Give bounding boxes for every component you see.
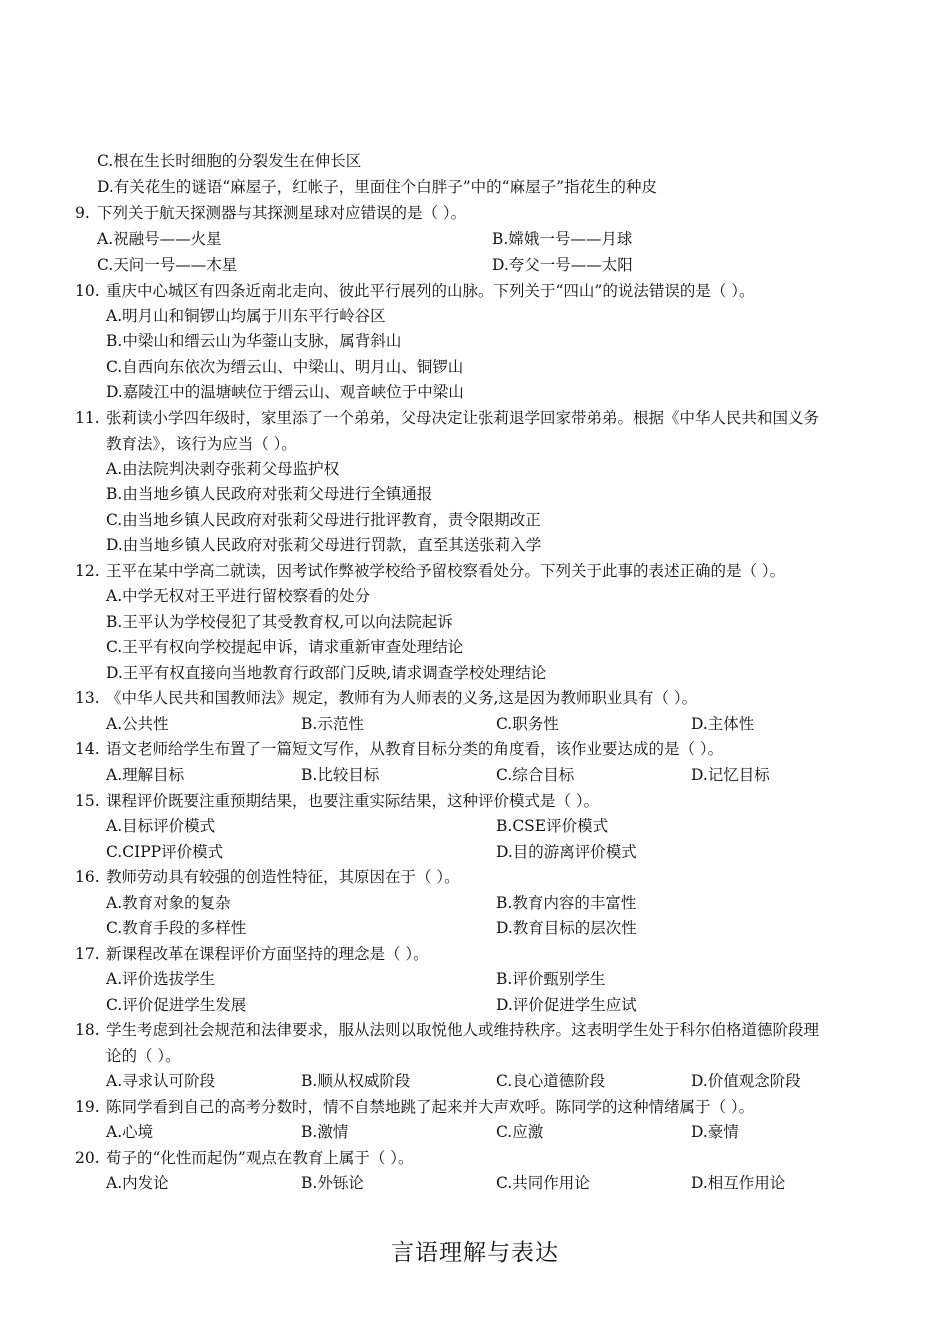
question-number: 12. xyxy=(75,562,100,580)
option-b: B.CSE评价模式 xyxy=(496,817,609,835)
question-stem: 新课程改革在课程评价方面坚持的理念是（ ）。 xyxy=(106,945,429,963)
option-c: C.天问一号——木星 xyxy=(97,256,238,274)
option-d: D.教育目标的层次性 xyxy=(496,919,637,937)
option-c: C.教育手段的多样性 xyxy=(106,919,247,937)
question-number: 15. xyxy=(75,792,100,810)
option-d: D.由当地乡镇人民政府对张莉父母进行罚款，直至其送张莉入学 xyxy=(106,536,542,554)
option-d: D.王平有权直接向当地教育行政部门反映,请求调查学校处理结论 xyxy=(106,664,547,682)
option-c: C.应激 xyxy=(496,1123,544,1141)
option-d: D.主体性 xyxy=(691,715,755,733)
option-d: D.相互作用论 xyxy=(691,1174,786,1192)
option-c: C.职务性 xyxy=(496,715,559,733)
option-c: C.CIPP评价模式 xyxy=(106,843,224,861)
option-a: A.明月山和铜锣山均属于川东平行岭谷区 xyxy=(106,307,386,325)
section-title: 言语理解与表达 xyxy=(391,1240,559,1266)
option-a: A.目标评价模式 xyxy=(106,817,216,835)
option-d: D.目的游离评价模式 xyxy=(496,843,637,861)
option-b: B.由当地乡镇人民政府对张莉父母进行全镇通报 xyxy=(106,485,433,503)
option-b: B.示范性 xyxy=(301,715,364,733)
question-stem: 张莉读小学四年级时，家里添了一个弟弟，父母决定让张莉退学回家带弟弟。根据《中华人民共和国义务 xyxy=(106,409,820,427)
question-stem: 课程评价既要注重预期结果，也要注重实际结果，这种评价模式是（ ）。 xyxy=(106,792,600,810)
option-a: A.评价选拔学生 xyxy=(106,970,216,988)
question-number: 19. xyxy=(75,1098,100,1116)
question-number: 16. xyxy=(75,868,100,886)
question-number: 11. xyxy=(75,409,100,427)
question-stem: 学生考虑到社会规范和法律要求，服从法则以取悦他人或维持秩序。这表明学生处于科尔伯格道德阶段理 xyxy=(106,1021,820,1039)
question-stem-continued: 论的（ ）。 xyxy=(106,1047,181,1065)
option-a: A.中学无权对王平进行留校察看的处分 xyxy=(106,587,371,605)
option-b: B.评价甄别学生 xyxy=(496,970,606,988)
option-b: B.外铄论 xyxy=(301,1174,364,1192)
option-c: C.综合目标 xyxy=(496,766,575,784)
option-c: C.共同作用论 xyxy=(496,1174,590,1192)
question-stem: 重庆中心城区有四条近南北走向、彼此平行展列的山脉。下列关于“四山”的说法错误的是（ ）。 xyxy=(106,282,755,300)
option-d: D.嘉陵江中的温塘峡位于缙云山、观音峡位于中梁山 xyxy=(106,383,464,401)
option-a: A.内发论 xyxy=(106,1174,169,1192)
question-number: 14. xyxy=(75,740,100,758)
option-c: C.由当地乡镇人民政府对张莉父母进行批评教育，责令限期改正 xyxy=(106,511,541,529)
option-a: A.公共性 xyxy=(106,715,169,733)
option-d: D.夸父一号——太阳 xyxy=(492,256,633,274)
question-stem: 荀子的“化性而起伪”观点在教育上属于（ ）。 xyxy=(106,1149,414,1167)
option-b: B.中梁山和缙云山为华蓥山支脉，属背斜山 xyxy=(106,332,402,350)
option-c: C.评价促进学生发展 xyxy=(106,996,247,1014)
option-b: B.嫦娥一号——月球 xyxy=(492,230,633,248)
option-d: D.豪情 xyxy=(691,1123,739,1141)
option-d: D.记忆目标 xyxy=(691,766,770,784)
option-d: D.价值观念阶段 xyxy=(691,1072,801,1090)
option-b: B.比较目标 xyxy=(301,766,380,784)
question-number: 10. xyxy=(75,282,100,300)
question-number: 17. xyxy=(75,945,100,963)
option-a: A.教育对象的复杂 xyxy=(106,894,231,912)
question-number: 13. xyxy=(75,689,100,707)
option-b: B.顺从权威阶段 xyxy=(301,1072,411,1090)
option-b: B.激情 xyxy=(301,1123,349,1141)
option-a: A.心境 xyxy=(106,1123,154,1141)
question-stem: 《中华人民共和国教师法》规定，教师有为人师表的义务,这是因为教师职业具有（ ）。 xyxy=(106,689,698,707)
question-stem: 下列关于航天探测器与其探测星球对应错误的是（ ）。 xyxy=(97,204,467,222)
option-a: A.由法院判决剥夺张莉父母监护权 xyxy=(106,460,340,478)
option-a: A.寻求认可阶段 xyxy=(106,1072,216,1090)
carryover-option-d: D.有关花生的谜语“麻屋子，红帐子，里面住个白胖子”中的“麻屋子”指花生的种皮 xyxy=(97,178,658,196)
question-stem: 王平在某中学高二就读，因考试作弊被学校给予留校察看处分。下列关于此事的表述正确的是（ ）。 xyxy=(106,562,786,580)
carryover-option-c: C.根在生长时细胞的分裂发生在伸长区 xyxy=(97,152,362,170)
question-stem: 教师劳动具有较强的创造性特征，其原因在于（ ）。 xyxy=(106,868,460,886)
option-c: C.王平有权向学校提起申诉，请求重新审查处理结论 xyxy=(106,638,464,656)
question-stem-continued: 教育法》，该行为应当（ ）。 xyxy=(106,435,297,453)
option-b: B.教育内容的丰富性 xyxy=(496,894,637,912)
option-c: C.良心道德阶段 xyxy=(496,1072,606,1090)
option-b: B.王平认为学校侵犯了其受教育权,可以向法院起诉 xyxy=(106,613,453,631)
question-number: 18. xyxy=(75,1021,100,1039)
option-a: A.理解目标 xyxy=(106,766,185,784)
question-stem: 语文老师给学生布置了一篇短文写作，从教育目标分类的角度看，该作业要达成的是（ ）。 xyxy=(106,740,724,758)
question-number: 9. xyxy=(75,204,90,222)
question-stem: 陈同学看到自己的高考分数时，情不自禁地跳了起来并大声欢呼。陈同学的这种情绪属于（ ）。 xyxy=(106,1098,755,1116)
question-number: 20. xyxy=(75,1149,100,1167)
option-c: C.自西向东依次为缙云山、中梁山、明月山、铜锣山 xyxy=(106,358,464,376)
option-a: A.祝融号——火星 xyxy=(97,230,222,248)
option-d: D.评价促进学生应试 xyxy=(496,996,637,1014)
